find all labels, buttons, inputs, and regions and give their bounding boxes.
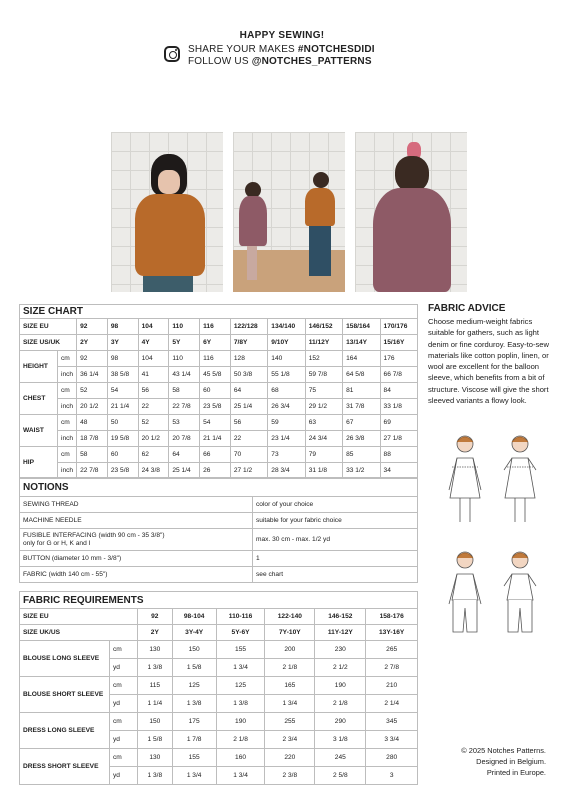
table-row (20, 713, 418, 731)
measure-cell: 176 (380, 351, 417, 367)
dress-long-sleeve-illustration (449, 436, 481, 522)
measure-cell: 25 1/4 (169, 463, 200, 479)
unit-label: cm (58, 383, 77, 399)
fabric-amount-cell: 1 5/8 (172, 659, 216, 677)
fabric-amount-cell: 150 (172, 641, 216, 659)
photo-two-girls (233, 132, 345, 292)
fabric-amount-cell: 1 3/4 (216, 767, 265, 785)
size-eu-cell: 104 (138, 319, 169, 335)
fr-size-eu-cell: 158-176 (366, 609, 418, 625)
notion-row (20, 497, 418, 513)
fabric-amount-cell: 2 1/4 (366, 695, 418, 713)
garment-label: DRESS LONG SLEEVE (20, 713, 110, 749)
share-prefix: SHARE YOUR MAKES (188, 44, 298, 55)
measure-cell: 22 7/8 (77, 463, 108, 479)
fabric-amount-cell: 210 (366, 677, 418, 695)
fr-size-eu-cell: 110-116 (216, 609, 265, 625)
fabric-amount-cell: 2 3/8 (265, 767, 315, 785)
measure-cell: 52 (77, 383, 108, 399)
fr-size-eu-cell: 92 (138, 609, 173, 625)
size-chart-title: SIZE CHART (20, 305, 418, 319)
measure-cell: 56 (230, 415, 267, 431)
designed-in: Designed in Belgium. (476, 757, 546, 767)
garment-label: BLOUSE SHORT SLEEVE (20, 677, 110, 713)
measure-cell: 67 (343, 415, 380, 431)
follow-line (188, 56, 372, 67)
size-usuk-label: SIZE US/UK (20, 335, 77, 351)
fabric-amount-cell: 125 (172, 677, 216, 695)
fabric-advice-title: FABRIC ADVICE (428, 303, 506, 314)
size-eu-cell: 134/140 (268, 319, 305, 335)
measure-cell: 33 1/8 (380, 399, 417, 415)
measure-cell: 23 1/4 (268, 431, 305, 447)
unit-label: inch (58, 431, 77, 447)
fr-size-usuk-label: SIZE UK/US (20, 625, 138, 641)
notion-label (20, 567, 253, 583)
fabric-amount-cell: 175 (172, 713, 216, 731)
measure-cell: 22 7/8 (169, 399, 200, 415)
notion-row (20, 551, 418, 567)
size-eu-cell: 122/128 (230, 319, 267, 335)
table-row (20, 399, 418, 415)
measure-cell: 88 (380, 447, 417, 463)
fabric-amount-cell: 1 3/4 (172, 767, 216, 785)
table-row (20, 447, 418, 463)
notion-label (20, 551, 253, 567)
header-title: HAPPY SEWING! (239, 30, 325, 41)
measure-cell: 54 (107, 383, 138, 399)
measure-cell: 26 3/4 (268, 399, 305, 415)
measure-cell: 45 5/8 (200, 367, 231, 383)
measure-label: HIP (20, 447, 58, 479)
measure-cell: 24 3/8 (138, 463, 169, 479)
unit-label: cm (58, 415, 77, 431)
measure-cell: 63 (305, 415, 342, 431)
size-chart-table (19, 304, 418, 479)
measure-cell: 66 (200, 447, 231, 463)
table-row (20, 641, 418, 659)
notion-label-text: SEWING THREAD (23, 501, 79, 508)
fabric-amount-cell: 1 7/8 (172, 731, 216, 749)
unit-label: inch (58, 399, 77, 415)
blouse-long-sleeve-illustration (449, 552, 481, 632)
measure-cell: 64 (169, 447, 200, 463)
follow-prefix: FOLLOW US (188, 56, 252, 67)
fabric-amount-cell: 2 1/8 (265, 659, 315, 677)
measure-cell: 25 1/4 (230, 399, 267, 415)
measure-cell: 110 (169, 351, 200, 367)
measure-cell: 73 (268, 447, 305, 463)
unit-label: yd (110, 731, 138, 749)
measure-cell: 140 (268, 351, 305, 367)
fabric-requirements-table (19, 591, 418, 785)
fabric-amount-cell: 160 (216, 749, 265, 767)
measure-cell: 38 5/8 (107, 367, 138, 383)
size-eu-cell: 146/152 (305, 319, 342, 335)
size-usuk-cell: 7/8Y (230, 335, 267, 351)
measure-cell: 33 1/2 (343, 463, 380, 479)
measure-cell: 20 1/2 (138, 431, 169, 447)
fabric-amount-cell: 190 (216, 713, 265, 731)
fabric-amount-cell: 2 3/4 (265, 731, 315, 749)
unit-label: yd (110, 695, 138, 713)
notions-title: NOTIONS (20, 478, 418, 497)
size-usuk-cell: 15/16Y (380, 335, 417, 351)
measure-label: WAIST (20, 415, 58, 447)
fabric-amount-cell: 200 (265, 641, 315, 659)
unit-label: cm (110, 713, 138, 731)
photo-girl-ochre-blouse (111, 132, 223, 292)
notion-value: see chart (253, 567, 418, 583)
measure-cell: 43 1/4 (169, 367, 200, 383)
measure-cell: 55 1/8 (268, 367, 305, 383)
unit-label: cm (110, 749, 138, 767)
size-usuk-cell: 2Y (77, 335, 108, 351)
measure-cell: 60 (107, 447, 138, 463)
notions-table (19, 477, 418, 583)
unit-label: cm (58, 447, 77, 463)
measure-cell: 81 (343, 383, 380, 399)
measure-cell: 20 1/2 (77, 399, 108, 415)
measure-cell: 116 (200, 351, 231, 367)
measure-cell: 54 (200, 415, 231, 431)
fabric-amount-cell: 165 (265, 677, 315, 695)
fabric-amount-cell: 150 (138, 713, 173, 731)
measure-cell: 69 (380, 415, 417, 431)
notion-label-text: MACHINE NEEDLE (23, 517, 82, 524)
measure-cell: 20 7/8 (169, 431, 200, 447)
notion-label (20, 529, 253, 551)
hashtag: #NOTCHESDIDI (297, 44, 375, 55)
unit-label: inch (58, 463, 77, 479)
notion-label (20, 513, 253, 529)
table-row (20, 383, 418, 399)
notion-label-text: FABRIC (width 140 cm - 55") (23, 571, 108, 578)
fr-size-usuk-cell: 5Y-6Y (216, 625, 265, 641)
fabric-advice-text: Choose medium-weight fabrics suitable for gathers, such as light denim or fine corduroy. Easy-to-sew materials like cotton poplin, linen, or wool are excellent for the balloon sleeve, which benefits from a bit of structure. Viscose will give the short sleeved variants a flowy look. (428, 317, 549, 406)
measure-cell: 64 5/8 (343, 367, 380, 383)
measure-cell: 24 3/4 (305, 431, 342, 447)
fabric-amount-cell: 2 7/8 (366, 659, 418, 677)
notion-label-text: FUSIBLE INTERFACING (width 90 cm - 35 3/8") (23, 531, 165, 539)
fr-size-usuk-cell: 13Y-16Y (366, 625, 418, 641)
measure-label: HEIGHT (20, 351, 58, 383)
measure-cell: 104 (138, 351, 169, 367)
measure-cell: 128 (230, 351, 267, 367)
size-eu-cell: 98 (107, 319, 138, 335)
notion-value: 1 (253, 551, 418, 567)
size-usuk-cell: 13/14Y (343, 335, 380, 351)
measure-cell: 21 1/4 (107, 399, 138, 415)
notion-row (20, 529, 418, 551)
measure-cell: 64 (230, 383, 267, 399)
measure-cell: 19 5/8 (107, 431, 138, 447)
fabric-amount-cell: 1 1/4 (138, 695, 173, 713)
printed-in: Printed in Europe. (486, 768, 546, 778)
fabric-amount-cell: 3 3/4 (366, 731, 418, 749)
notion-sublabel: only for G or H, K and I (23, 539, 91, 547)
size-eu-cell: 92 (77, 319, 108, 335)
fr-size-eu-cell: 146-152 (315, 609, 366, 625)
measure-cell: 59 7/8 (305, 367, 342, 383)
fr-size-eu-label: SIZE EU (20, 609, 138, 625)
size-eu-cell: 158/164 (343, 319, 380, 335)
fabric-amount-cell: 290 (315, 713, 366, 731)
fabric-amount-cell: 1 5/8 (138, 731, 173, 749)
measure-cell: 50 (107, 415, 138, 431)
fabric-amount-cell: 1 3/4 (216, 659, 265, 677)
fabric-amount-cell: 2 1/8 (216, 731, 265, 749)
fabric-amount-cell: 265 (366, 641, 418, 659)
size-eu-cell: 110 (169, 319, 200, 335)
measure-cell: 164 (343, 351, 380, 367)
measure-cell: 34 (380, 463, 417, 479)
fabric-amount-cell: 345 (366, 713, 418, 731)
measure-cell: 152 (305, 351, 342, 367)
measure-cell: 59 (268, 415, 305, 431)
measure-cell: 28 3/4 (268, 463, 305, 479)
fabric-amount-cell: 230 (315, 641, 366, 659)
notion-label (20, 497, 253, 513)
measure-cell: 29 1/2 (305, 399, 342, 415)
measure-cell: 92 (77, 351, 108, 367)
fr-size-usuk-cell: 11Y-12Y (315, 625, 366, 641)
measure-cell: 27 1/2 (230, 463, 267, 479)
measure-cell: 58 (169, 383, 200, 399)
measure-cell: 62 (138, 447, 169, 463)
measure-cell: 27 1/8 (380, 431, 417, 447)
size-usuk-cell: 6Y (200, 335, 231, 351)
measure-cell: 56 (138, 383, 169, 399)
measure-cell: 58 (77, 447, 108, 463)
unit-label: cm (58, 351, 77, 367)
garment-label: DRESS SHORT SLEEVE (20, 749, 110, 785)
fabric-amount-cell: 125 (216, 677, 265, 695)
size-usuk-cell: 5Y (169, 335, 200, 351)
table-row (20, 415, 418, 431)
fabric-req-title: FABRIC REQUIREMENTS (20, 592, 418, 609)
fabric-amount-cell: 1 3/8 (216, 695, 265, 713)
measure-cell: 23 5/8 (200, 399, 231, 415)
fabric-amount-cell: 155 (216, 641, 265, 659)
fabric-amount-cell: 2 5/8 (315, 767, 366, 785)
fabric-amount-cell: 130 (138, 749, 173, 767)
garment-illustrations (440, 432, 550, 644)
measure-cell: 22 (138, 399, 169, 415)
footer (461, 745, 546, 779)
fabric-amount-cell: 155 (172, 749, 216, 767)
size-usuk-cell: 9/10Y (268, 335, 305, 351)
table-row (20, 351, 418, 367)
table-row (20, 677, 418, 695)
fabric-amount-cell: 115 (138, 677, 173, 695)
unit-label: inch (58, 367, 77, 383)
measure-cell: 66 7/8 (380, 367, 417, 383)
notion-value: suitable for your fabric choice (253, 513, 418, 529)
measure-cell: 31 7/8 (343, 399, 380, 415)
notion-value: color of your choice (253, 497, 418, 513)
fr-size-eu-cell: 98-104 (172, 609, 216, 625)
fabric-amount-cell: 280 (366, 749, 418, 767)
table-row (20, 431, 418, 447)
table-row (20, 367, 418, 383)
measure-cell: 26 (200, 463, 231, 479)
measure-cell: 60 (200, 383, 231, 399)
handle: @NOTCHES_PATTERNS (251, 56, 372, 67)
fabric-amount-cell: 3 (366, 767, 418, 785)
size-usuk-cell: 3Y (107, 335, 138, 351)
measure-cell: 75 (305, 383, 342, 399)
dress-short-sleeve-illustration (504, 436, 536, 522)
fabric-amount-cell: 1 3/8 (138, 767, 173, 785)
measure-cell: 21 1/4 (200, 431, 231, 447)
measure-cell: 50 3/8 (230, 367, 267, 383)
measure-cell: 84 (380, 383, 417, 399)
notion-label-text: BUTTON (diameter 10 mm - 3/8") (23, 555, 122, 562)
fr-size-eu-cell: 122-140 (265, 609, 315, 625)
fr-size-usuk-cell: 7Y-10Y (265, 625, 315, 641)
fr-size-usuk-cell: 2Y (138, 625, 173, 641)
fabric-amount-cell: 130 (138, 641, 173, 659)
unit-label: yd (110, 767, 138, 785)
fabric-amount-cell: 1 3/8 (172, 695, 216, 713)
blouse-short-sleeve-illustration (504, 552, 536, 632)
share-line (188, 44, 375, 55)
size-eu-cell: 170/176 (380, 319, 417, 335)
measure-cell: 41 (138, 367, 169, 383)
measure-cell: 22 (230, 431, 267, 447)
measure-cell: 48 (77, 415, 108, 431)
measure-cell: 70 (230, 447, 267, 463)
table-row (20, 749, 418, 767)
fabric-amount-cell: 1 3/4 (265, 695, 315, 713)
fabric-amount-cell: 220 (265, 749, 315, 767)
measure-cell: 85 (343, 447, 380, 463)
instagram-icon (164, 46, 180, 62)
measure-cell: 53 (169, 415, 200, 431)
unit-label: yd (110, 659, 138, 677)
size-usuk-cell: 4Y (138, 335, 169, 351)
measure-label: CHEST (20, 383, 58, 415)
fabric-amount-cell: 1 3/8 (138, 659, 173, 677)
notion-row (20, 567, 418, 583)
fabric-amount-cell: 255 (265, 713, 315, 731)
measure-cell: 98 (107, 351, 138, 367)
notion-value: max. 30 cm - max. 1/2 yd (253, 529, 418, 551)
fr-size-usuk-cell: 3Y-4Y (172, 625, 216, 641)
measure-cell: 68 (268, 383, 305, 399)
measure-cell: 31 1/8 (305, 463, 342, 479)
size-eu-label: SIZE EU (20, 319, 77, 335)
measure-cell: 18 7/8 (77, 431, 108, 447)
size-eu-cell: 116 (200, 319, 231, 335)
fabric-amount-cell: 2 1/2 (315, 659, 366, 677)
copyright: © 2025 Notches Patterns. (461, 746, 546, 755)
measure-cell: 79 (305, 447, 342, 463)
measure-cell: 52 (138, 415, 169, 431)
garment-label: BLOUSE LONG SLEEVE (20, 641, 110, 677)
fabric-amount-cell: 3 1/8 (315, 731, 366, 749)
photo-girl-gingham-dress (355, 132, 467, 292)
size-usuk-cell: 11/12Y (305, 335, 342, 351)
measure-cell: 26 3/8 (343, 431, 380, 447)
unit-label: cm (110, 677, 138, 695)
measure-cell: 23 5/8 (107, 463, 138, 479)
fabric-amount-cell: 190 (315, 677, 366, 695)
measure-cell: 36 1/4 (77, 367, 108, 383)
notion-row (20, 513, 418, 529)
fabric-amount-cell: 245 (315, 749, 366, 767)
unit-label: cm (110, 641, 138, 659)
fabric-amount-cell: 2 1/8 (315, 695, 366, 713)
